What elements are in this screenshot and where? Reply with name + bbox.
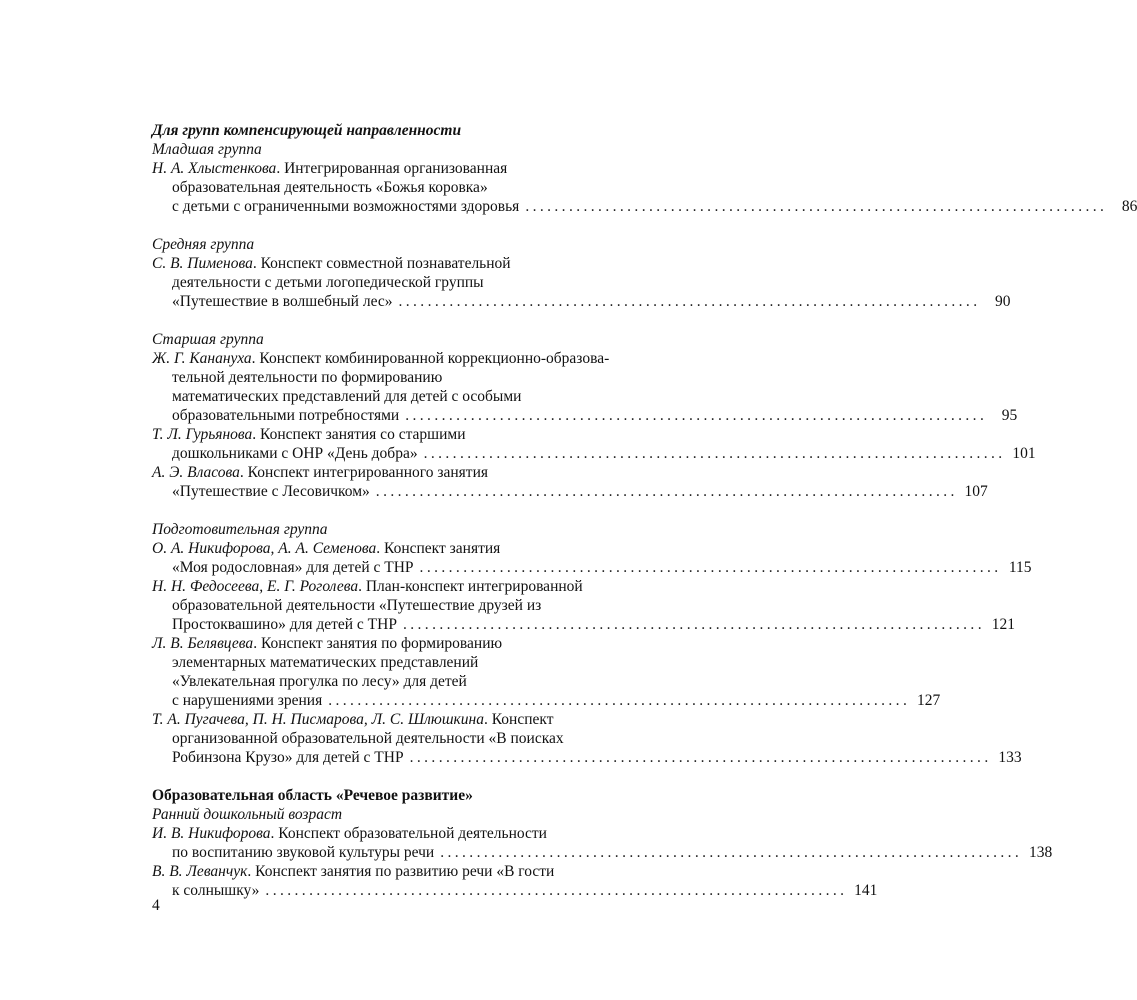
group-title: Средняя группа [152, 236, 255, 253]
group-title: Подготовительная группа [152, 521, 328, 538]
entry-author: С. В. Пименова [152, 255, 253, 272]
page-number: 4 [152, 897, 160, 914]
dot-leader: ................................................................................ [328, 692, 911, 709]
entry-title-line: элементарных математических представлений [172, 654, 479, 671]
entry-title-line: Конспект занятия по формированию [260, 635, 503, 652]
toc-entry: Ж. Г. Канануха. Конспект комбинированной коррекционно-образова- тельной деятельности по формированию математических представлений для детей с особыми образовательными потребностями ................................................................................ 95 [152, 350, 1018, 424]
entry-page-number: 127 [916, 692, 941, 709]
entry-page-number: 95 [1001, 407, 1018, 424]
entry-title-line: Конспект совместной познавательной [260, 255, 511, 272]
entry-title-line: Конспект занятия [384, 540, 501, 557]
entry-title-line: Конспект [491, 711, 554, 728]
entry-title-line: Конспект образовательной деятельности [278, 825, 547, 842]
toc-entry: Н. А. Хлыстенкова. Интегрированная организованная образовательная деятельность «Божья коровка» с детьми с ограниченными возможностями здоровья ................................................................................ 86 [152, 160, 1137, 215]
toc-entry: Т. Л. Гурьянова. Конспект занятия со старшими дошкольниками с ОНР «День добра» ................................................................................ 101 [152, 426, 1036, 462]
entry-title-line: Конспект комбинированной коррекционно-образова- [259, 350, 610, 367]
entry-author: Л. В. Белявцева [152, 635, 254, 652]
entry-author: А. Э. Власова [152, 464, 240, 481]
section-heading: Образовательная область «Речевое развитие» [152, 787, 473, 804]
toc-entry: В. В. Леванчук. Конспект занятия по развитию речи «В гости к солнышку» ................................................................................ 141 [152, 863, 878, 899]
toc-entry: А. Э. Власова. Конспект интегрированного занятия «Путешествие с Лесовичком» ................................................................................ 107 [152, 464, 988, 500]
entry-page-number: 101 [1012, 445, 1036, 462]
entry-author: Ж. Г. Канануха [152, 350, 252, 367]
toc-entry: Н. Н. Федосеева, Е. Г. Роголева. План-конспект интегрированной образовательной деятельности «Путешествие друзей из Простоквашино» для детей с ТНР ................................................................................ 121 [152, 578, 1015, 633]
dot-leader: ................................................................................ [265, 882, 848, 899]
entry-title-line: к солнышку» [172, 882, 260, 899]
entry-title-line: с детьми с ограниченными возможностями здоровья [172, 198, 520, 215]
dot-leader: ................................................................................ [419, 559, 1002, 576]
group-title: Ранний дошкольный возраст [152, 806, 343, 823]
section-heading: Для групп компенсирующей направленности [152, 122, 462, 139]
entry-page-number: 121 [991, 616, 1015, 633]
entry-author: Н. А. Хлыстенкова [152, 160, 277, 177]
dot-leader: ................................................................................ [423, 445, 1006, 462]
entry-title-line: Конспект занятия по развитию речи «В гости [255, 863, 555, 880]
entry-title-line: математических представлений для детей с особыми [172, 388, 522, 405]
table-of-contents [152, 121, 1137, 900]
entry-author: Н. Н. Федосеева, Е. Г. Роголева [152, 578, 359, 595]
entry-title-line: образовательной деятельности «Путешествие друзей из [172, 597, 542, 614]
entry-page-number: 86 [1121, 198, 1137, 215]
dot-leader: ................................................................................ [525, 198, 1108, 215]
entry-title-line: «Путешествие с Лесовичком» [172, 483, 370, 500]
toc-entry: С. В. Пименова. Конспект совместной познавательной деятельности с детьми логопедической группы «Путешествие в волшебный лес» ................................................................................ 90 [152, 255, 1011, 310]
entry-title-line: Робинзона Крузо» для детей с ТНР [172, 749, 404, 766]
entry-title-line: Простоквашино» для детей с ТНР [172, 616, 397, 633]
entry-title-line: Конспект интегрированного занятия [247, 464, 488, 481]
group-title: Старшая группа [152, 331, 264, 348]
entry-title-line: Конспект занятия со старшими [260, 426, 466, 443]
dot-leader: ................................................................................ [409, 749, 992, 766]
dot-leader: ................................................................................ [402, 616, 985, 633]
entry-title-line: образовательная деятельность «Божья коровка» [172, 179, 488, 196]
entry-author: И. В. Никифорова [152, 825, 271, 842]
toc-entry: Т. А. Пугачева, П. Н. Писмарова, Л. С. Шлюшкина. Конспект организованной образовательной деятельности «В поисках Робинзона Крузо» для детей с ТНР ................................................................................ 133 [152, 711, 1022, 766]
toc-entry: Л. В. Белявцева. Конспект занятия по формированию элементарных математических представлений «Увлекательная прогулка по лесу» для детей с нарушениями зрения ................................................................................ 127 [152, 635, 941, 709]
dot-leader: ................................................................................ [375, 483, 958, 500]
dot-leader: ................................................................................ [398, 293, 981, 310]
toc-entry: И. В. Никифорова. Конспект образовательной деятельности по воспитанию звуковой культуры речи ................................................................................ 138 [152, 825, 1053, 861]
entry-page-number: 141 [854, 882, 878, 899]
entry-page-number: 138 [1028, 844, 1053, 861]
entry-title-line: с нарушениями зрения [172, 692, 323, 709]
entry-title-line: по воспитанию звуковой культуры речи [172, 844, 435, 861]
entry-title-line: «Моя родословная» для детей с ТНР [172, 559, 414, 576]
entry-title-line: План-конспект интегрированной [365, 578, 583, 595]
entry-title-line: образовательными потребностями [172, 407, 400, 424]
entry-page-number: 133 [998, 749, 1022, 766]
entry-author: О. А. Никифорова, А. А. Семенова [152, 540, 377, 557]
entry-page-number: 107 [964, 483, 988, 500]
toc-entry: О. А. Никифорова, А. А. Семенова. Конспект занятия «Моя родословная» для детей с ТНР ................................................................................ 115 [152, 540, 1032, 576]
entry-title-line: организованной образовательной деятельности «В поисках [172, 730, 564, 747]
entry-page-number: 115 [1008, 559, 1032, 576]
entry-title-line: деятельности с детьми логопедической группы [172, 274, 484, 291]
dot-leader: ................................................................................ [405, 407, 988, 424]
entry-author: Т. Л. Гурьянова [152, 426, 253, 443]
group-title: Младшая группа [152, 141, 262, 158]
entry-page-number: 90 [994, 293, 1011, 310]
entry-title-line: дошкольниками с ОНР «День добра» [172, 445, 418, 462]
entry-author: Т. А. Пугачева, П. Н. Писмарова, Л. С. Шлюшкина [152, 711, 484, 728]
entry-title-line: Интегрированная организованная [284, 160, 508, 177]
entry-title-line: тельной деятельности по формированию [172, 369, 443, 386]
dot-leader: ................................................................................ [440, 844, 1023, 861]
entry-title-line: «Увлекательная прогулка по лесу» для детей [172, 673, 467, 690]
entry-title-line: «Путешествие в волшебный лес» [172, 293, 393, 310]
entry-author: В. В. Леванчук [152, 863, 248, 880]
